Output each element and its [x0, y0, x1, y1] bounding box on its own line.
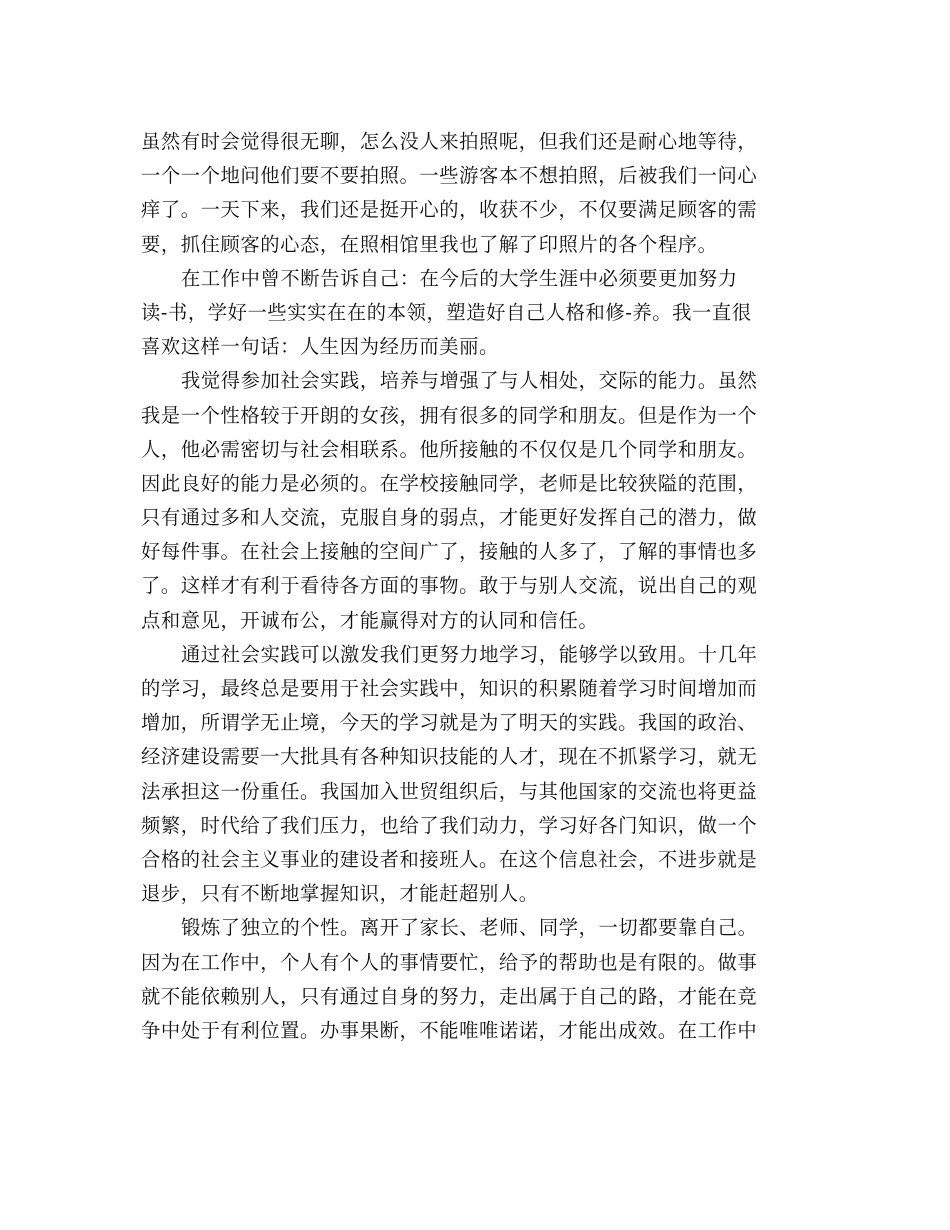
text-line: 就不能依赖别人，只有通过自身的努力，走出属于自己的路，才能在竞: [141, 984, 758, 1008]
paragraph-5: [141, 911, 813, 1048]
text-line: 好每件事。在社会上接触的空间广了，接触的人多了，了解的事情也多: [141, 540, 758, 564]
text-line: 退步，只有不断地掌握知识，才能赶超别人。: [141, 882, 539, 906]
text-line: 通过社会实践可以激发我们更努力地学习，能够学以致用。十几年: [181, 642, 758, 666]
paragraph-3: [141, 364, 813, 638]
text-line: 人，他必需密切与社会相联系。他所接触的不仅仅是几个同学和朋友。: [141, 437, 758, 461]
text-line: 痒了。一天下来，我们还是挺开心的，收获不少，不仅要满足顾客的需: [141, 198, 758, 222]
text-line: 因为在工作中，个人有个人的事情要忙，给予的帮助也是有限的。做事: [141, 950, 758, 974]
paragraph-2: [141, 262, 813, 365]
text-line: 锻炼了独立的个性。离开了家长、老师、同学，一切都要靠自己。: [181, 916, 758, 940]
text-line: 在工作中曾不断告诉自己：在今后的大学生涯中必须要更加努力: [181, 266, 738, 290]
text-line: 读-书，学好一些实实在在的本领，塑造好自己人格和修-养。我一直很: [141, 300, 752, 324]
text-line: 增加，所谓学无止境，今天的学习就是为了明天的实践。我国的政治、: [141, 711, 758, 735]
text-line: 我是一个性格较于开朗的女孩，拥有很多的同学和朋友。但是作为一个: [141, 403, 758, 427]
text-line: 频繁，时代给了我们压力，也给了我们动力，学习好各门知识，做一个: [141, 813, 758, 837]
text-line: 法承担这一份重任。我国加入世贸组织后，与其他国家的交流也将更益: [141, 779, 758, 803]
text-line: 一个一个地问他们要不要拍照。一些游客本不想拍照，后被我们一问心: [141, 164, 758, 188]
text-line: 我觉得参加社会实践，培养与增强了与人相处，交际的能力。虽然: [181, 369, 758, 393]
paragraph-4: [141, 638, 813, 912]
text-line: 要，抓住顾客的心态，在照相馆里我也了解了印照片的各个程序。: [141, 232, 718, 256]
paragraph-1: [141, 125, 813, 262]
text-line: 经济建设需要一大批具有各种知识技能的人才，现在不抓紧学习，就无: [141, 745, 758, 769]
text-line: 虽然有时会觉得很无聊，怎么没人来拍照呢，但我们还是耐心地等待，: [141, 130, 758, 153]
body-text: [141, 125, 813, 1048]
text-line: 了。这样才有利于看待各方面的事物。敢于与别人交流，说出自己的观: [141, 574, 758, 598]
text-line: 的学习，最终总是要用于社会实践中，知识的积累随着学习时间增加而: [141, 677, 758, 700]
text-line: 喜欢这样一句话：人生因为经历而美丽。: [141, 335, 499, 359]
text-line: 点和意见，开诚布公，才能赢得对方的认同和信任。: [141, 608, 599, 632]
text-line: 因此良好的能力是必须的。在学校接触同学，老师是比较狭隘的范围，: [141, 471, 758, 495]
text-line: 合格的社会主义事业的建设者和接班人。在这个信息社会，不进步就是: [141, 847, 758, 871]
text-line: 争中处于有利位置。办事果断，不能唯唯诺诺，才能出成效。在工作中: [141, 1018, 758, 1042]
text-line: 只有通过多和人交流，克服自身的弱点，才能更好发挥自己的潜力，做: [141, 506, 758, 530]
